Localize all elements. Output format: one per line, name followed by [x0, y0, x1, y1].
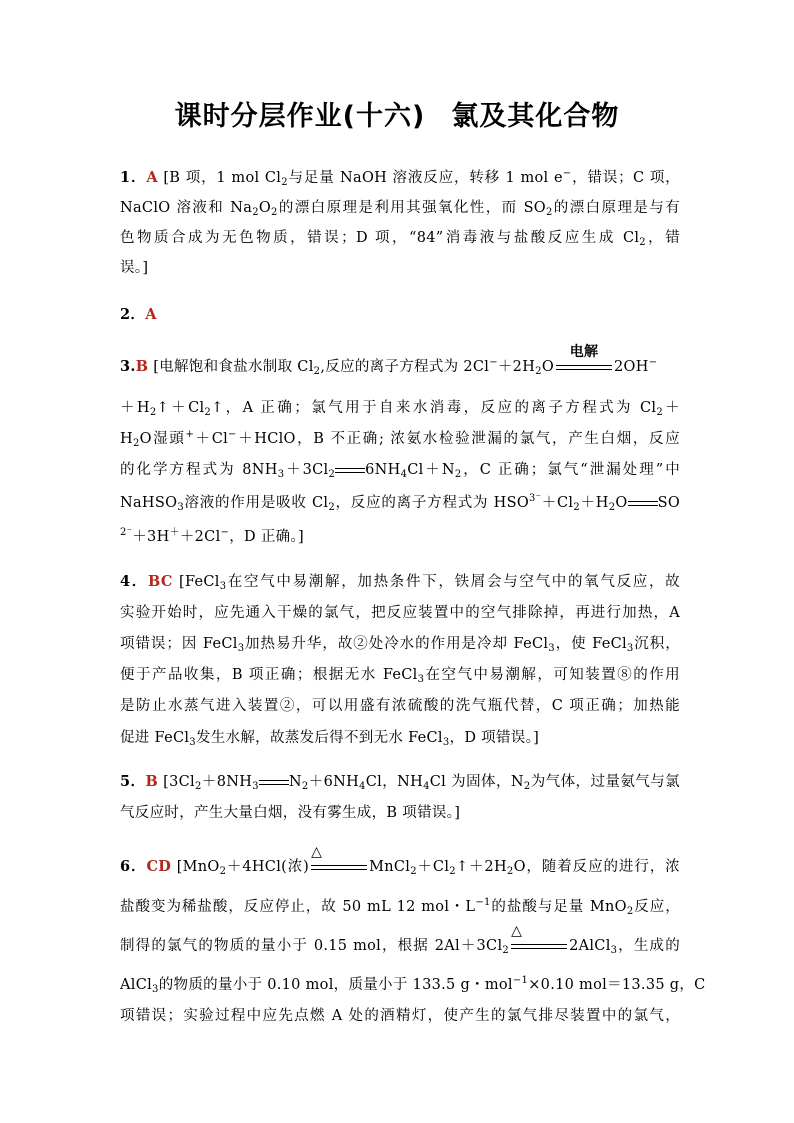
- q3-line-1: 3.B [电解饱和食盐水制取 $Cl_2$,反应的离子方程式为 $2Cl^-+2H_2O$ 电解 2OH−: [120, 344, 658, 377]
- heat-condition: △: [311, 860, 367, 874]
- q6-line-4: AlCl$_3$的物质的量小于 0.10 mol，质量小于 133.5 g・mol$^{-1}$×0.10 mol＝13.35 g，C: [120, 975, 706, 995]
- q6-line-1: 6．CD [MnO$_2$＋4HCl(浓) △ $MnCl_2+Cl_2↑+2H_2O$，随着反应的进行，浓: [120, 844, 680, 877]
- q6-line-3: 制得的氯气的物质的量小于 0.15 mol，根据 $2Al+3Cl_2$ △ 2AlCl$_3$，生成的: [120, 923, 680, 956]
- q4-line-5: 是防止水蒸气进入装置②，可以用盛有浓硫酸的洗气瓶代替，C 项正确；加热能: [120, 698, 680, 714]
- q6-line-2: 盐酸变为稀盐酸，反应停止，故 50 mL 12 mol・$L^{-1}$的盐酸与足量 MnO$_2$反应，: [120, 897, 681, 917]
- q2-line: 2．A: [120, 306, 157, 323]
- q1-line-1: 1．A [B 项，1 mol $Cl_2$与足量 NaOH 溶液反应，转移 1 mol e−，错误；C 项，: [120, 168, 680, 188]
- answer-6: CD: [146, 858, 172, 875]
- q1-line-2: NaClO 溶液和 $Na_2O_2$的漂白原理是利用其强氧化性，而 $SO_2$的漂白原理是与有: [120, 200, 680, 218]
- answer-2: A: [145, 306, 157, 323]
- q5-line-2: 气反应时，产生大量白烟，没有雾生成，B 项错误。]: [120, 805, 461, 821]
- q3-line-6: $^{2^-}$＋3H＋＋2Cl−，D 正确。]: [120, 527, 304, 545]
- answer-3: B: [135, 358, 149, 375]
- heat-condition-2: △: [511, 939, 567, 953]
- electrolysis-condition: 电解: [556, 360, 612, 374]
- q6-line-5: 项错误；实验过程中应先点燃 A 处的酒精灯，使产生的氯气排尽装置中的氯气，: [120, 1008, 680, 1024]
- answer-5: B: [145, 773, 159, 790]
- q4-line-2: 实验开始时，应先通入干燥的氯气，把反应装置中的空气排除掉，再进行加热，A: [120, 605, 680, 621]
- q3-line-3: $H_2O$湿頭+＋Cl−＋HClO，B 不正确; 浓氨水检验泄漏的氯气，产生白烟，反应: [120, 429, 680, 449]
- q4-line-6: 促进 FeCl$_3$发生水解，故蒸发后得不到无水 FeCl$_3$，D 项错误。]: [120, 730, 540, 748]
- page-title: [0, 94, 794, 133]
- title-main: 课时分层作业(十六): [174, 101, 426, 132]
- q1-line-4: 误。]: [120, 260, 149, 276]
- q3-line-2: $+H_2↑+Cl_2↑$，A 正确；氯气用于自来水消毒，反应的离子方程式为 $Cl_2+$: [120, 400, 680, 418]
- q5-line-1: 5．B [$3Cl_2+8NH_3$ $N_2+6NH_4Cl$，$NH_4Cl$ 为固体，$N_2$为气体，过量氨气与氯: [120, 773, 680, 792]
- q4-line-4: 便于产品收集，B 项正确；根据无水 FeCl$_3$在空气中易潮解，可知装置⑧的作用: [120, 667, 680, 685]
- q4-line-1: 4．BC [FeCl$_3$在空气中易潮解，加热条件下，铁屑会与空气中的氧气反应，故: [120, 573, 680, 592]
- title-sub: 氯及其化合物: [451, 101, 620, 132]
- q1-line-3: 色物质合成为无色物质，错误；D 项，“84”消毒液与盐酸反应生成 $Cl_2$，错: [120, 230, 680, 248]
- q4-line-3: 项错误；因 FeCl$_3$加热易升华，故②处冷水的作用是冷却 FeCl$_3$，使 FeCl$_3$沉积，: [120, 636, 680, 654]
- answer-4: BC: [148, 573, 173, 590]
- q3-line-5: NaHSO$_3$溶液的作用是吸收 $Cl_2$，反应的离子方程式为 $HSO^{3^-}+Cl_2+H_2O$ SO: [120, 493, 681, 513]
- q3-line-4: 的化学方程式为 $8NH_3+3Cl_2$ $6NH_4Cl+N_2$，C 正确；氯气“泄漏处理”中: [120, 462, 680, 480]
- answer-1: A: [146, 169, 158, 186]
